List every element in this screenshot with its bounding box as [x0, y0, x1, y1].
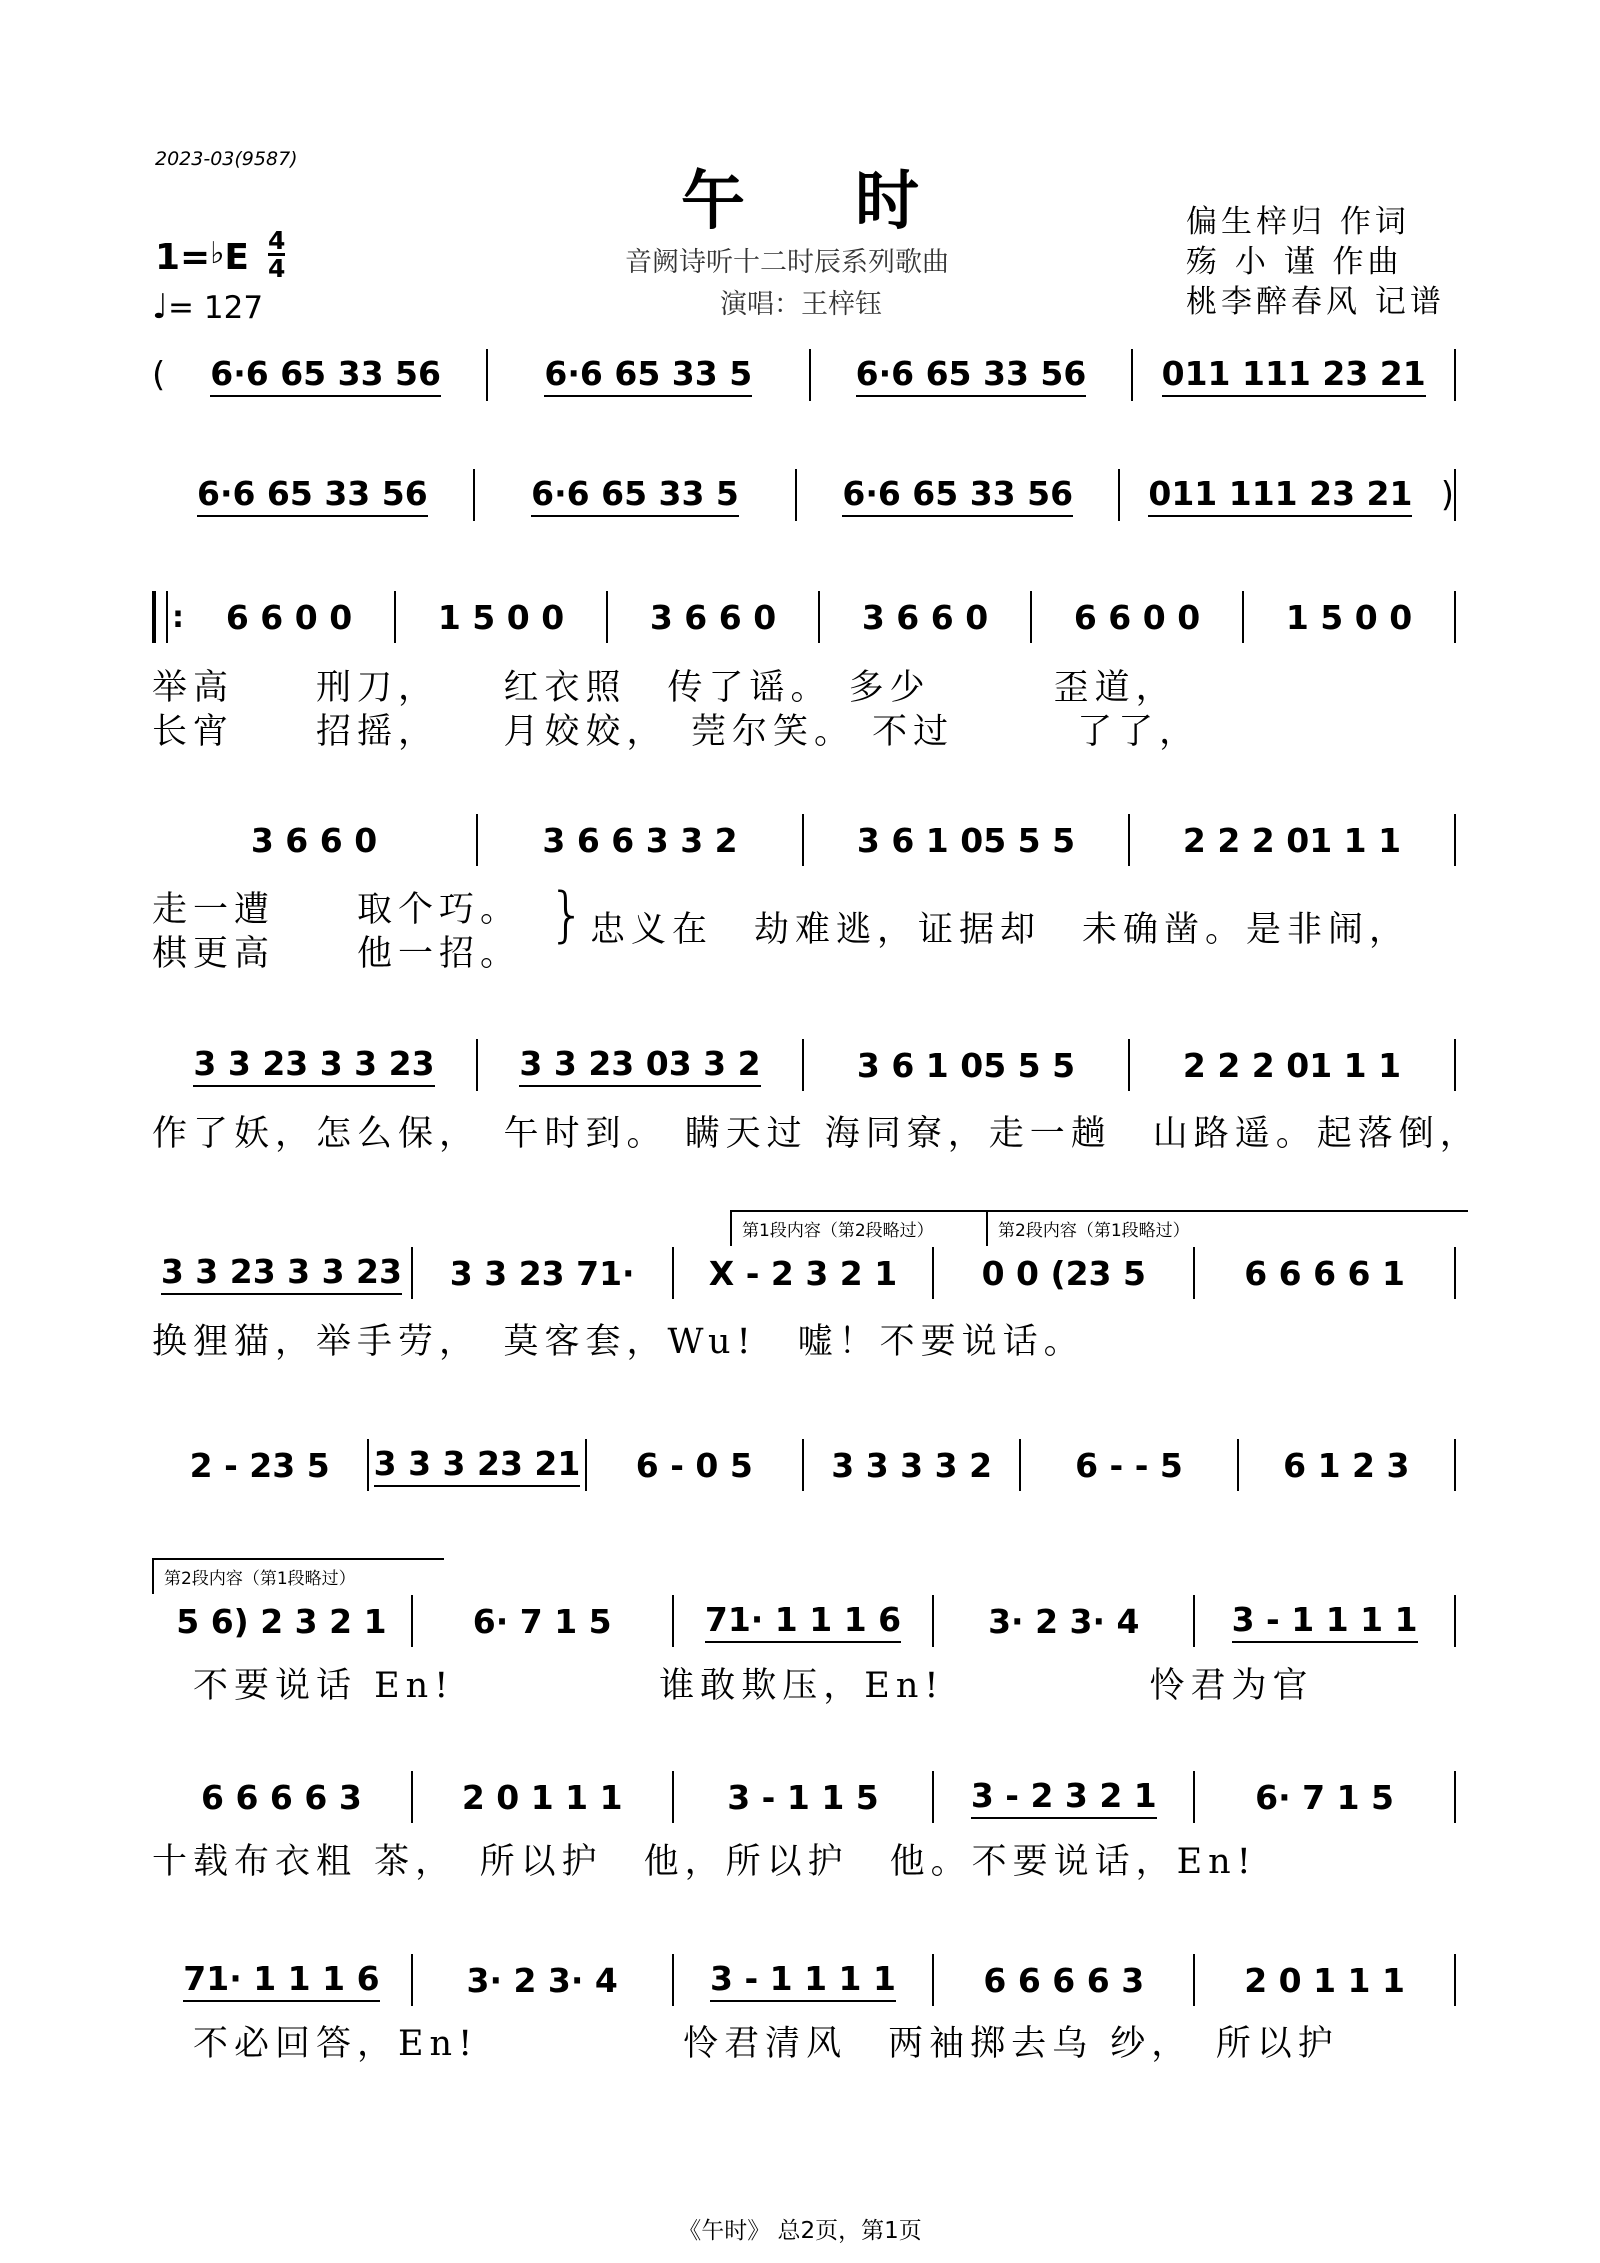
time-signature: [268, 228, 285, 281]
staff-row-2: [152, 470, 1456, 520]
measure: 3· 2 3· 4: [466, 1960, 618, 2000]
measure: 3 3 23 3 3 23: [152, 1248, 411, 1298]
measure: 6· 7 1 5: [472, 1601, 612, 1641]
credit-lyricist: 偏生梓归 作词: [1186, 204, 1410, 240]
page-footer: 《午时》 总2页，第1页: [678, 2218, 922, 2244]
staff-row-10: [152, 1955, 1456, 2005]
measure: 6· 7 1 5: [1255, 1777, 1395, 1817]
measure: 2 2 2 01 1 1: [1182, 820, 1402, 860]
row-lead: (: [152, 355, 166, 395]
measure: 71· 1 1 1 6: [152, 1955, 411, 2005]
tempo-mark: [152, 287, 263, 327]
staff-row-8: [152, 1596, 1456, 1646]
measure: 3 3 3 23 21: [369, 1440, 584, 1490]
measure: 3 6 6 0: [250, 820, 378, 860]
volta-1: 第1段内容（第2段略过）: [730, 1210, 992, 1246]
measure: 3 3 23 3 3 23: [152, 1040, 476, 1090]
measure: 3 - 1 1 1 1: [674, 1955, 933, 2005]
credit-transcriber: 桃李醉春风 记谱: [1186, 284, 1445, 320]
lyric-row5: 作了妖，怎么保， 午时到。 瞒天过 海同寮，走一趟 山路遥。起落倒，: [152, 1114, 1481, 1154]
key-signature: [155, 236, 249, 278]
quarter-note-icon: ♩: [152, 287, 169, 327]
key-letter: E: [224, 237, 249, 278]
lyric-row9: 十载布衣粗 茶， 所以护 他，所以护 他。不要说话，En!: [152, 1842, 1257, 1882]
staff-row-7: [152, 1440, 1456, 1490]
subtitle: 音阙诗听十二时辰系列歌曲: [625, 247, 949, 278]
staff-row-9: [152, 1772, 1456, 1822]
score-code: 2023-03(9587): [155, 148, 298, 170]
measure: 2 0 1 1 1: [461, 1777, 623, 1817]
meter-bottom: 4: [268, 254, 286, 283]
lyric-row6: 换狸猫，举手劳， 莫客套，Wu! 嘘！不要说话。: [152, 1322, 1085, 1362]
lyric-verse1-row4: 走一遭 取个巧。: [152, 890, 522, 930]
measure: 6·6 65 33 5: [475, 470, 796, 520]
volta-2: 第2段内容（第1段略过）: [986, 1210, 1468, 1246]
measure: 5 6) 2 3 2 1: [176, 1601, 387, 1641]
measure: 6 - - 5: [1075, 1445, 1183, 1485]
row-tail: ): [1440, 475, 1455, 515]
lyric-shared-row4: 忠义在 劫难逃，证据却 未确凿。是非闹，: [590, 910, 1411, 950]
measure: 3· 2 3· 4: [988, 1601, 1140, 1641]
measure: 71· 1 1 1 6: [674, 1596, 933, 1646]
measure: 3 3 23 03 3 2: [478, 1040, 802, 1090]
measure: 6 6 0 0: [225, 597, 353, 637]
measure: 6 6 6 6 3: [201, 1777, 362, 1817]
measure: 011 111 23 21: [1133, 350, 1454, 400]
staff-row-6: [152, 1248, 1456, 1298]
measure: 1 5 0 0: [437, 597, 565, 637]
tempo-value: = 127: [168, 290, 264, 326]
repeat-start: [152, 591, 168, 643]
measure: 3 3 23 71·: [449, 1253, 635, 1293]
measure: 3 6 1 05 5 5: [856, 1045, 1076, 1085]
measure: 1 5 0 0: [1285, 597, 1413, 637]
singer: 演唱：王梓钰: [720, 289, 882, 320]
measure: 2 0 1 1 1: [1244, 1960, 1405, 2000]
volta-3: 第2段内容（第1段略过）: [152, 1558, 444, 1594]
measure: 3 6 6 0: [649, 597, 777, 637]
measure: 6 6 6 6 1: [1244, 1253, 1405, 1293]
measure: 6·6 65 33 5: [488, 350, 809, 400]
credit-composer: 殇 小 谨 作曲: [1186, 244, 1403, 280]
measure: 2 2 2 01 1 1: [1182, 1045, 1402, 1085]
staff-row-5: [152, 1040, 1456, 1090]
flat-icon: ♭: [210, 236, 225, 271]
measure: 3 6 6 3 3 2: [542, 820, 738, 860]
measure: 6·6 65 33 56: [797, 470, 1118, 520]
staff-row-1: [152, 350, 1456, 400]
meter-top: 4: [268, 226, 286, 255]
key-prefix: 1=: [155, 237, 211, 278]
measure: 0 0 (23 5: [981, 1253, 1146, 1293]
measure: 3 - 2 3 2 1: [934, 1772, 1193, 1822]
measure: X - 2 3 2 1: [708, 1253, 898, 1293]
measure: 2 - 23 5: [189, 1445, 330, 1485]
measure: 6 - 0 5: [635, 1445, 753, 1485]
measure: 6·6 65 33 56: [152, 470, 473, 520]
brace-icon: }: [548, 880, 587, 950]
lyric-verse1-row3: 举高 刑刀， 红衣照 传了谣。 多少 歪道，: [152, 668, 1177, 708]
lyric-verse2-row4: 棋更高 他一招。: [152, 934, 522, 974]
measure: 3 6 6 0: [861, 597, 989, 637]
lyric-row8: 不要说话 En! 谁敢欺压，En! 怜君为官: [152, 1666, 1314, 1706]
lyric-verse2-row3: 长宵 招摇， 月姣姣， 莞尔笑。 不过 了了，: [152, 712, 1201, 752]
measure: 3 - 1 1 1 1: [1195, 1596, 1454, 1646]
measure: 6·6 65 33 56: [165, 350, 486, 400]
measure: 3 3 3 3 2: [831, 1445, 993, 1485]
measure: 011 111 23 21: [1120, 470, 1441, 520]
measure: 6 6 0 0: [1073, 597, 1201, 637]
staff-row-4: [152, 815, 1456, 865]
measure: 6·6 65 33 56: [811, 350, 1132, 400]
song-title: 午时: [681, 165, 1029, 239]
staff-row-3: : 6 6 0 0 1 5 0 0 3 6 6 0 3 6 6 0 6 6 0 0 1 5 0 0: [152, 592, 1456, 642]
measure: 6 1 2 3: [1283, 1445, 1410, 1485]
lyric-row10: 不必回答，En! 怜君清风 两袖掷去乌 纱， 所以护: [152, 2024, 1339, 2064]
measure: 3 - 1 1 5: [727, 1777, 879, 1817]
measure: 3 6 1 05 5 5: [856, 820, 1076, 860]
measure: 6 6 6 6 3: [983, 1960, 1145, 2000]
